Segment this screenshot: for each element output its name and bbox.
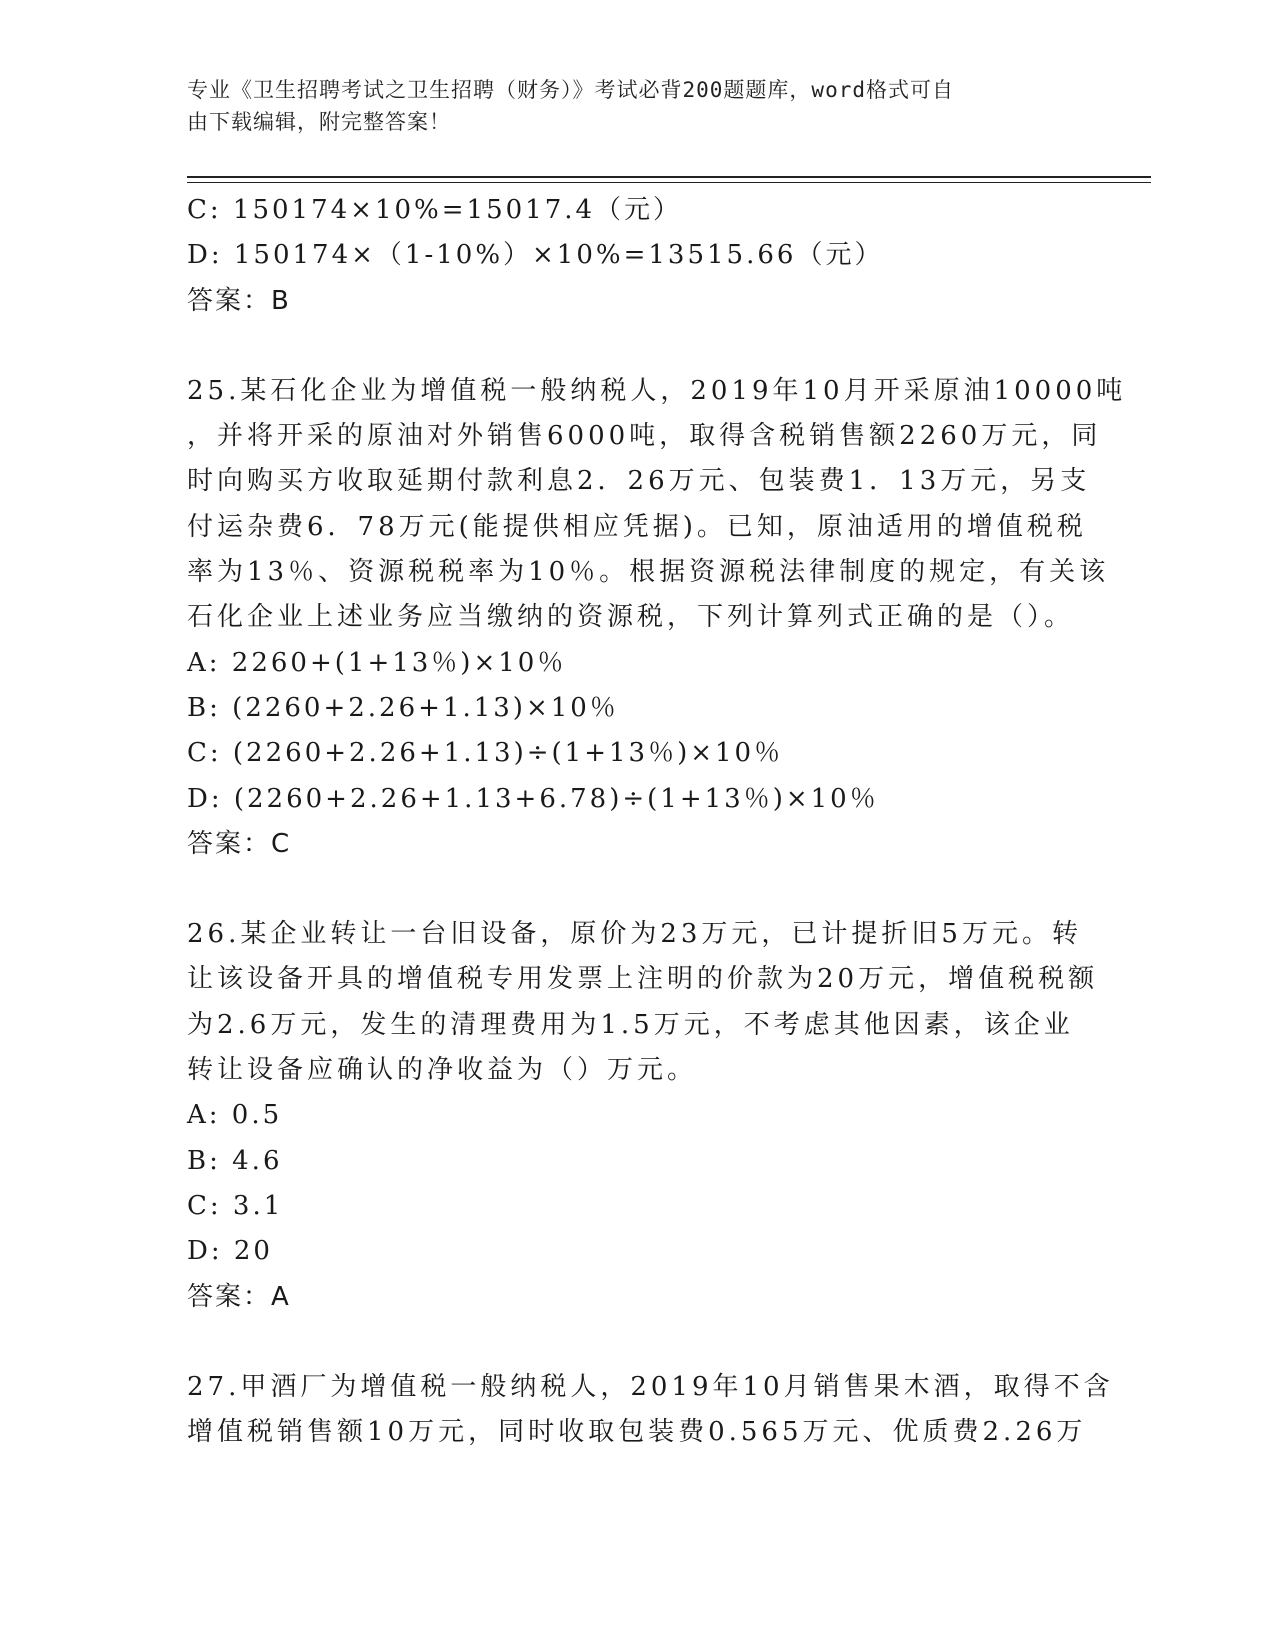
- document-body: [187, 188, 1127, 1455]
- question-stem-line: 让该设备开具的增值税专用发票上注明的价款为20万元，增值税税额: [187, 964, 1099, 995]
- question-stem-line: 27.甲酒厂为增值税一般纳税人，2019年10月销售果木酒，取得不含: [187, 1371, 1114, 1402]
- option-a: A: 0.5: [187, 1100, 283, 1131]
- question-stem-line: 25.某石化企业为增值税一般纳税人，2019年10月开采原油10000吨: [187, 375, 1127, 406]
- answer: 答案：A: [187, 1281, 291, 1312]
- option-d: D: (2260+2.26+1.13+6.78)÷(1+13％)×10％: [187, 783, 879, 814]
- question-stem-line: 时向购买方收取延期付款利息2．26万元、包装费1．13万元，另支: [187, 466, 1091, 497]
- header-line: 专业《卫生招聘考试之卫生招聘（财务）》考试必背200题题库，word格式可自: [187, 78, 954, 102]
- question-stem-line: 付运杂费6．78万元(能提供相应凭据)。已知，原油适用的增值税税: [187, 511, 1087, 542]
- option-d: D: 20: [187, 1236, 273, 1267]
- question-stem-line: 石化企业上述业务应当缴纳的资源税，下列计算列式正确的是（）。: [187, 602, 1075, 633]
- option-c: C: 3.1: [187, 1190, 284, 1221]
- question-25: [187, 369, 1127, 867]
- question-stem-line: 为2.6万元，发生的清理费用为1.5万元，不考虑其他因素，该企业: [187, 1009, 1074, 1040]
- header-divider: [187, 176, 1151, 178]
- answer: 答案：C: [187, 828, 292, 859]
- option-c: C: (2260+2.26+1.13)÷(1+13％)×10％: [187, 738, 784, 769]
- option-b: B: (2260+2.26+1.13)×10％: [187, 692, 619, 723]
- question-stem-line: ，并将开采的原油对外销售6000吨，取得含税销售额2260万元，同: [187, 421, 1102, 452]
- option-b: B: 4.6: [187, 1145, 283, 1176]
- option-a: A: 2260+(1+13％)×10％: [187, 647, 567, 678]
- option-c: C: 150174×10%=15017.4（元）: [187, 195, 683, 225]
- question-26: [187, 912, 1099, 1320]
- option-d: D: 150174×（1-10%）×10%=13515.66（元）: [187, 240, 884, 271]
- spacer: [187, 324, 1087, 369]
- question-stem-line: 增值税销售额10万元，同时收取包装费0.565万元、优质费2.26万: [187, 1417, 1087, 1448]
- question-stem-line: 转让设备应确认的净收益为（）万元。: [187, 1055, 698, 1086]
- question-27: [187, 1365, 1114, 1456]
- question-stem-line: 26.某企业转让一台旧设备，原价为23万元，已计提折旧5万元。转: [187, 919, 1082, 950]
- header-divider: [187, 182, 1151, 183]
- spacer: [187, 1320, 1087, 1365]
- header-line: 由下载编辑，附完整答案！: [187, 110, 451, 134]
- spacer: [187, 867, 1087, 912]
- answer: 答案：B: [187, 285, 291, 316]
- question-stem-line: 率为13％、资源税税率为10％。根据资源税法律制度的规定，有关该: [187, 557, 1110, 588]
- page-header: [187, 74, 1067, 138]
